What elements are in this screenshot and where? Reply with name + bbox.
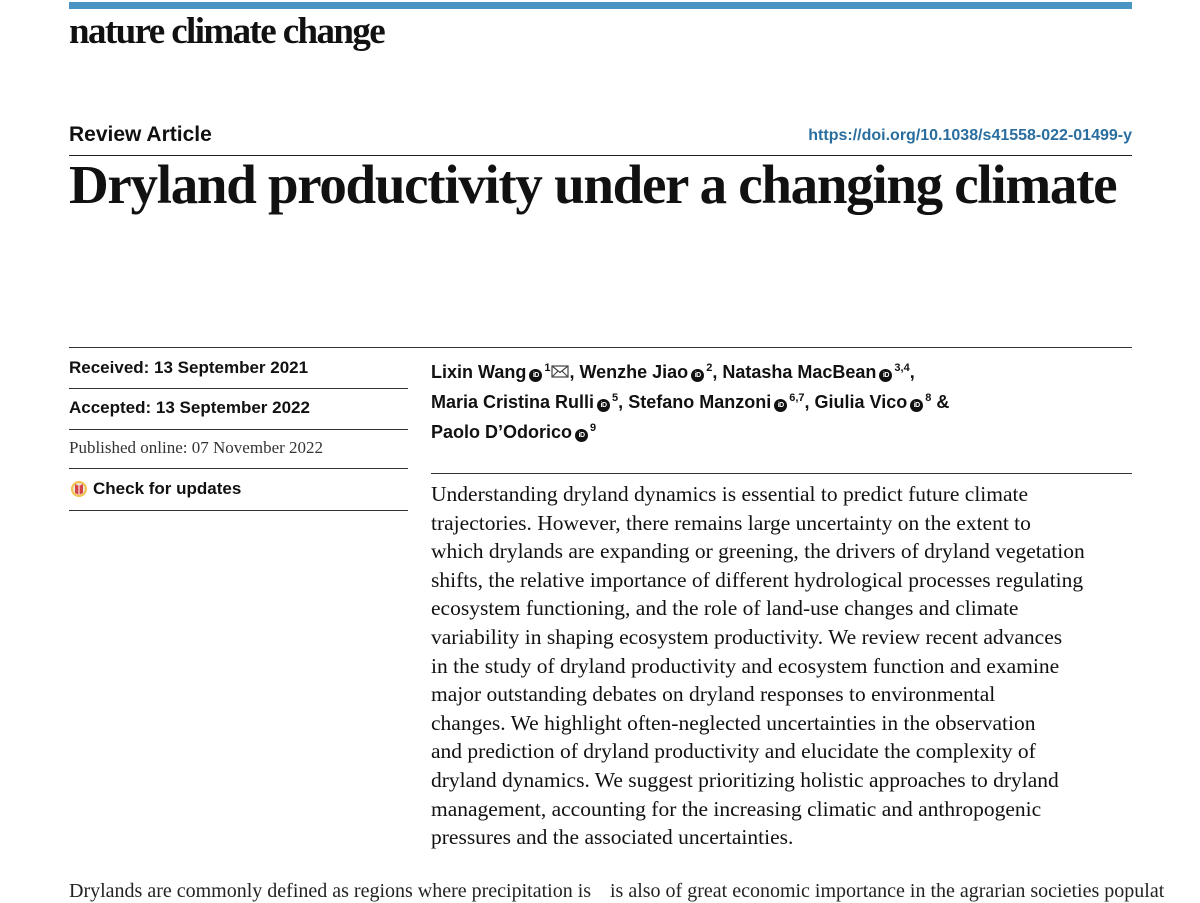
author-name: Giulia Vico xyxy=(814,392,908,412)
abstract-line: major outstanding debates on dryland responses to environmental xyxy=(431,682,996,707)
author[interactable] xyxy=(431,362,574,382)
affiliation-number: 6,7 xyxy=(789,392,805,404)
author-name: Lixin Wang xyxy=(431,362,527,382)
abstract-line: ecosystem functioning, and the role of land-use changes and climate xyxy=(431,596,1019,621)
author-separator: & xyxy=(931,392,950,412)
author-separator: , xyxy=(569,362,575,382)
article-title: Dryland productivity under a changing climate xyxy=(69,154,1117,215)
author[interactable] xyxy=(722,362,914,382)
orcid-icon[interactable]: iD xyxy=(597,399,610,412)
author-separator: , xyxy=(712,362,718,382)
affiliation-number: 9 xyxy=(590,422,597,434)
accepted-date: Accepted: 13 September 2022 xyxy=(69,398,310,417)
affiliation-number: 3,4 xyxy=(894,362,910,374)
body-text-left: Drylands are commonly defined as regions where precipitation is xyxy=(69,880,592,902)
abstract-line: changes. We highlight often-neglected uncertainties in the observation xyxy=(431,710,1036,735)
journal-name: nature climate change xyxy=(69,11,385,52)
email-icon[interactable] xyxy=(551,365,569,378)
affiliation-number: 8 xyxy=(925,392,932,404)
abstract-line: Understanding dryland dynamics is essential to predict future climate xyxy=(431,482,1029,506)
affiliation-number: 1 xyxy=(544,362,551,374)
author-separator: , xyxy=(804,392,810,412)
meta-divider xyxy=(69,388,408,389)
author-separator: , xyxy=(909,362,915,382)
check-for-updates-button[interactable] xyxy=(69,479,241,499)
published-date: Published online: 07 November 2022 xyxy=(69,438,324,457)
author[interactable] xyxy=(431,392,623,412)
author-name: Maria Cristina Rulli xyxy=(431,392,595,412)
abstract-line: and prediction of dryland productivity and elucidate the complexity of xyxy=(431,739,1036,764)
body-text-right: is also of great economic importance in the agrarian societies populat xyxy=(610,880,1165,902)
author-name: Wenzhe Jiao xyxy=(579,362,689,382)
check-updates-label: Check for updates xyxy=(93,479,242,498)
received-date: Received: 13 September 2021 xyxy=(69,358,309,377)
journal-accent-bar xyxy=(69,2,1132,9)
author[interactable] xyxy=(431,422,596,442)
meta-divider xyxy=(69,429,408,430)
abstract-line: pressures and the associated uncertainties. xyxy=(431,825,794,850)
author-name: Paolo D’Odorico xyxy=(431,422,573,442)
author-name: Stefano Manzoni xyxy=(628,392,772,412)
author[interactable] xyxy=(579,362,717,382)
author-separator: , xyxy=(618,392,624,412)
article-type: Review Article xyxy=(69,123,212,146)
check-updates-icon xyxy=(69,480,89,498)
abstract xyxy=(431,480,1136,852)
abstract-line: trajectories. However, there remains large uncertainty on the extent to xyxy=(431,510,1031,535)
abstract-line: shifts, the relative importance of different hydrological processes regulating xyxy=(431,567,1084,592)
meta-divider xyxy=(69,468,408,469)
abstract-line: variability in shaping ecosystem productivity. We review recent advances xyxy=(431,624,1063,649)
doi-link[interactable]: https://doi.org/10.1038/s41558-022-01499-y xyxy=(808,127,1132,144)
author[interactable] xyxy=(628,392,809,412)
affiliation-number: 5 xyxy=(612,392,619,404)
abstract-line: which drylands are expanding or greening, the drivers of dryland vegetation xyxy=(431,539,1085,564)
author-name: Natasha MacBean xyxy=(722,362,877,382)
author-list xyxy=(431,355,1131,445)
abstract-line: management, accounting for the increasing climatic and anthropogenic xyxy=(431,796,1042,821)
abstract-line: in the study of dryland productivity and ecosystem function and examine xyxy=(431,653,1060,678)
authors-divider xyxy=(431,473,1132,474)
orcid-icon[interactable]: iD xyxy=(691,369,704,382)
author[interactable] xyxy=(815,392,950,412)
orcid-icon[interactable]: iD xyxy=(910,399,923,412)
orcid-icon[interactable]: iD xyxy=(774,399,787,412)
orcid-icon[interactable]: iD xyxy=(879,369,892,382)
meta-divider-top xyxy=(69,347,1132,348)
affiliation-number: 2 xyxy=(706,362,713,374)
orcid-icon[interactable]: iD xyxy=(529,369,542,382)
meta-divider-bottom xyxy=(69,510,408,511)
orcid-icon[interactable]: iD xyxy=(575,429,588,442)
abstract-line: dryland dynamics. We suggest prioritizing holistic approaches to dryland xyxy=(431,767,1059,792)
